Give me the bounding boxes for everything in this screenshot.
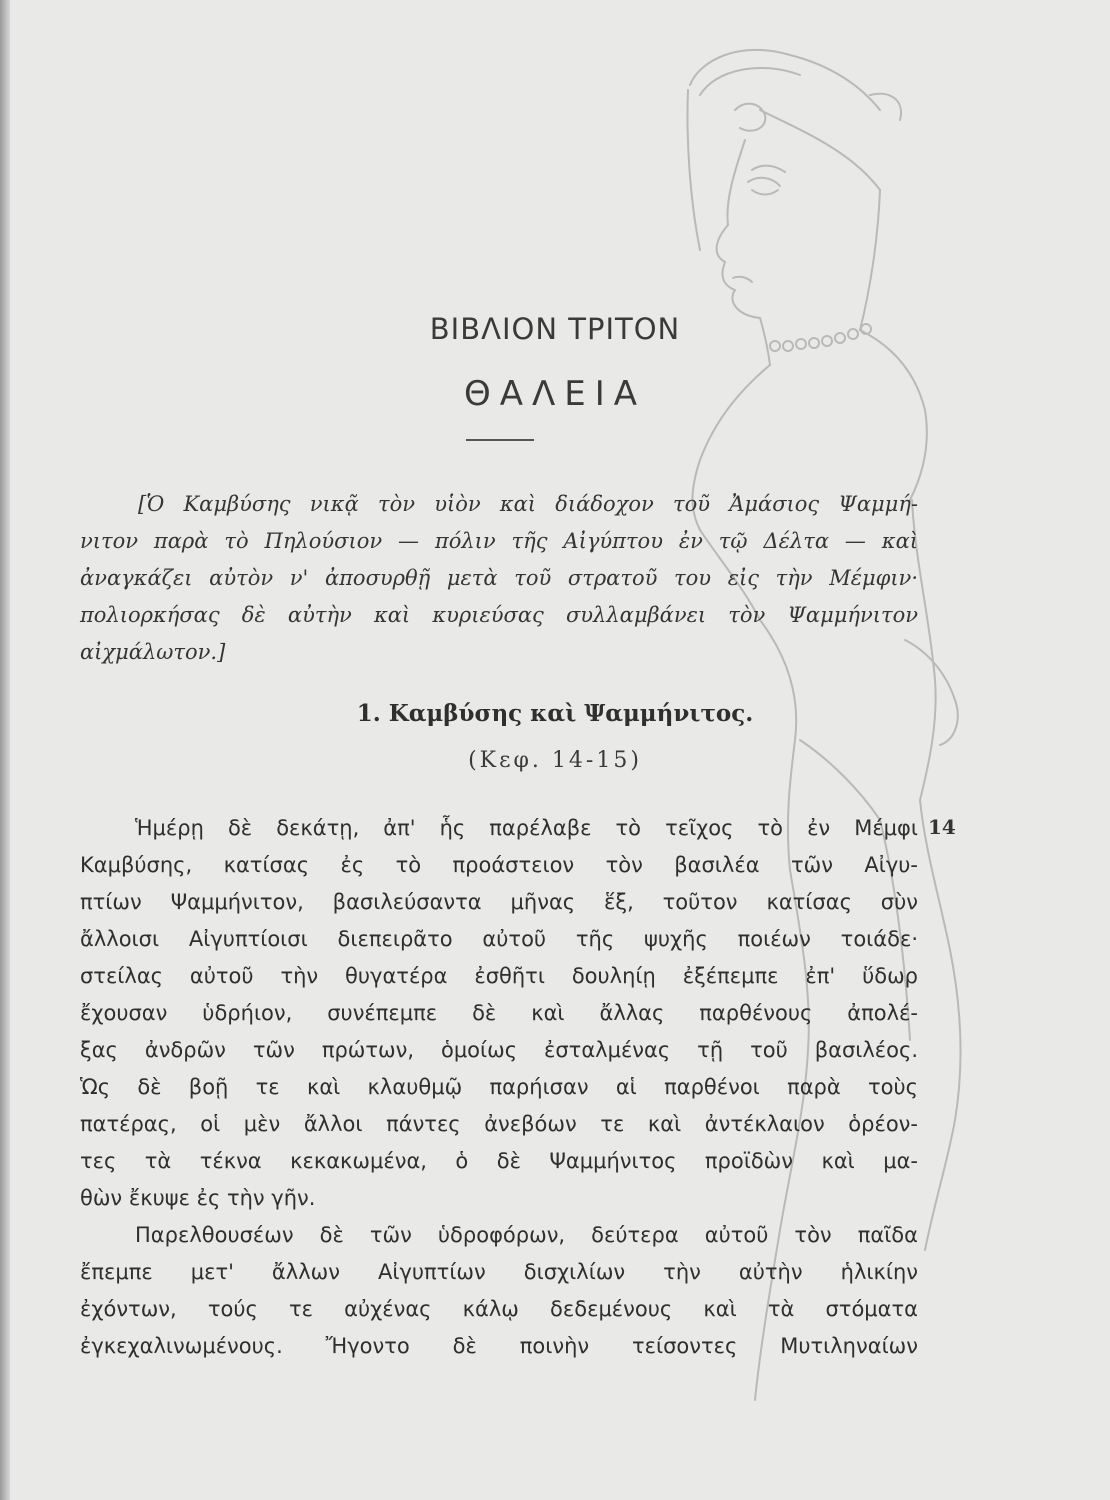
body-line: τες τὰ τέκνα κεκακωμένα, ὁ δὲ Ψαμμήνιτος προϊδὼν καὶ μα- — [80, 1149, 918, 1173]
body-line: ἐγκεχαλινωμένους. Ἤγοντο δὲ ποινὴν τείσοντες Μυτιληναίων — [80, 1334, 918, 1358]
body-line: ξας ἀνδρῶν τῶν πρώτων, ὁμοίως ἐσταλμένας τῇ τοῦ βασιλέος. — [80, 1038, 918, 1062]
summary-line: πολιορκήσας δὲ αὐτὴν καὶ κυριεύσας συλλαμβάνει τὸν Ψαμμήνιτον — [80, 603, 918, 627]
section-heading: 1. Καμβύσης καὶ Ψαμμήνιτος. — [356, 700, 754, 727]
title-divider — [466, 439, 534, 441]
body-line: στείλας αὐτοῦ τὴν θυγατέρα ἐσθῆτι δουληίῃ ἐξέπεμπε ἐπ' ὕδωρ — [80, 964, 918, 988]
body-line: πατέρας, οἱ μὲν ἄλλοι πάντες ἀνεβόων τε καὶ ἀντέκλαιον ὁρέον- — [80, 1112, 918, 1136]
body-line: ἔπεμπε μετ' ἄλλων Αἰγυπτίων δισχιλίων τὴν αὐτὴν ἡλικίην — [80, 1260, 918, 1284]
body-text — [80, 810, 918, 1365]
body-line: ἄλλοισι Αἰγυπτίοισι διεπειρᾶτο αὐτοῦ τῆς ψυχῆς ποιέων τοιάδε· — [80, 927, 918, 951]
chapter-summary — [80, 486, 918, 671]
book-name: ΘΑΛΕΙΑ — [463, 374, 647, 414]
margin-chapter-number: 14 — [928, 815, 956, 839]
summary-line: ἀναγκάζει αὐτὸν ν' ἀποσυρθῇ μετὰ τοῦ στρατοῦ του εἰς τὴν Μέμφιν· — [80, 566, 918, 590]
body-line: Ὡς δὲ βοῇ τε καὶ κλαυθμῷ παρήισαν αἱ παρθένοι παρὰ τοὺς — [80, 1075, 918, 1099]
body-line: πτίων Ψαμμήνιτον, βασιλεύσαντα μῆνας ἕξ, τοῦτον κατίσας σὺν — [80, 890, 918, 914]
body-line: ἐχόντων, τούς τε αὐχένας κάλῳ δεδεμένους καὶ τὰ στόματα — [80, 1297, 918, 1321]
summary-line: νιτον παρὰ τὸ Πηλούσιον — πόλιν τῆς Αἰγύπτου ἐν τῷ Δέλτα — καὶ — [80, 529, 918, 553]
body-line: θὼν ἔκυψε ἐς τὴν γῆν. — [80, 1186, 316, 1210]
section-reference: (Κεφ. 14-15) — [468, 748, 642, 773]
body-line: Καμβύσης, κατίσας ἐς τὸ προάστειον τὸν βασιλέα τῶν Αἰγυ- — [80, 853, 918, 877]
book-title: ΒΙΒΛΙΟΝ ΤΡΙΤΟΝ — [429, 312, 681, 346]
summary-line: [Ὁ Καμβύσης νικᾷ τὸν υἱὸν καὶ διάδοχον τοῦ Ἀμάσιος Ψαμμή- — [138, 492, 918, 516]
summary-line: αἰχμάλωτον.] — [80, 640, 226, 664]
body-line: Ἡμέρῃ δὲ δεκάτῃ, ἀπ' ἧς παρέλαβε τὸ τεῖχος τὸ ἐν Μέμφι — [135, 816, 918, 840]
body-line: Παρελθουσέων δὲ τῶν ὑδροφόρων, δεύτερα αὐτοῦ τὸν παῖδα — [135, 1223, 918, 1247]
body-line: ἔχουσαν ὑδρήιον, συνέπεμπε δὲ καὶ ἄλλας παρθένους ἀπολέ- — [80, 1001, 918, 1025]
